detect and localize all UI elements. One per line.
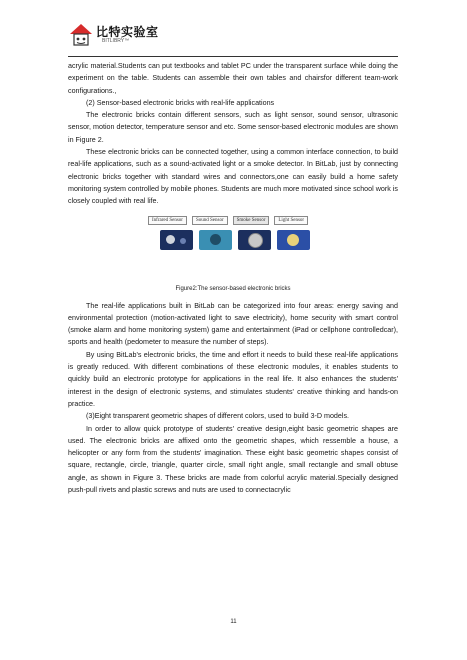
paragraph: By using BitLab's electronic bricks, the time and effort it needs to build these real-life applications is greatly reduced. With different combinations of these electronic modules, it enables students to quickly build an electronic prototype for applications in the real life. It also enhances the students' interest in the design of electronic systems, and stimulates students' creative thinking and hands-on practice. [68,350,398,408]
header-rule [68,56,398,57]
tab-sound-sensor: Sound Sensor [192,216,228,225]
light-sensor-image [277,230,310,250]
figure-2 [68,216,398,282]
section-heading: (3)Eight transparent geometric shapes of different colors, used to build 3-D models. [86,412,350,421]
sensor-tabs [148,216,308,225]
figure-caption: Figure2:The sensor-based electronic bricks [175,285,291,292]
sound-sensor-image [199,230,232,250]
paragraph: acrylic material.Students can put textbooks and tablet PC under the transparent surface while doing the experiment on the table. Students can assemble their own tables and chairsfor different team-work configurations., [68,62,398,95]
paragraph: The real-life applications built in BitLab can be categorized into four areas: energy saving and environmental protection (motion-activated light to save electricity), home security with smart control (smoke alarm and home monitoring system) game and entertainment (iPad or cellphone controlledcar), sports and health (pedometer to measure the number of steps). [68,301,398,347]
page-number: 11 [230,619,237,625]
tab-smoke-sensor: Smoke Sensor [233,216,270,225]
tab-infrared-sensor: Infrared Sensor [148,216,187,225]
logo-icon [68,22,94,48]
section-heading: (2) Sensor-based electronic bricks with real-life applications [86,98,275,107]
paragraph: These electronic bricks can be connected together, using a common interface connection, to build real-life applications, such as a sound-activated light or a smoke detector. In BitLab, just by connecting electronic bricks together with standard wires and connectors,one can easily build a home safety monitoring system controlled by mobile phones. Students are much more motivated since school work is closely coupled with real life. [68,148,398,206]
logo-cn-text: 比特实验室 [96,25,159,39]
logo [68,22,159,48]
paragraph: The electronic bricks contain different sensors, such as light sensor, sound sensor, ultrasonic sensor, motion detector, temperature sensor and etc. Some sensor-based electronic modules are shown in Figure 2. [68,111,398,144]
sensor-board-images [160,230,310,250]
smoke-sensor-image [238,230,271,250]
tab-light-sensor: Light Sensor [274,216,308,225]
infrared-sensor-image [160,230,193,250]
page-body [68,60,398,496]
logo-en-text: BITLIBRY™ [102,38,130,44]
paragraph: In order to allow quick prototype of students' creative design,eight basic geometric shapes are used. The electronic bricks are affixed onto the geometric shapes, which ressemble a house, a helicopter or any form from the students' imagination. These eight basic geometric shapes consist of square, rectangle, circle, triangle, quarter circle, small right angle, small rectangle and small obtuse angle, as shown in Figure 3. These bricks are made from colorful acrylic material.Specially designed push-pull rivets and plastic screws and nuts are used to connectacrylic [68,424,398,495]
